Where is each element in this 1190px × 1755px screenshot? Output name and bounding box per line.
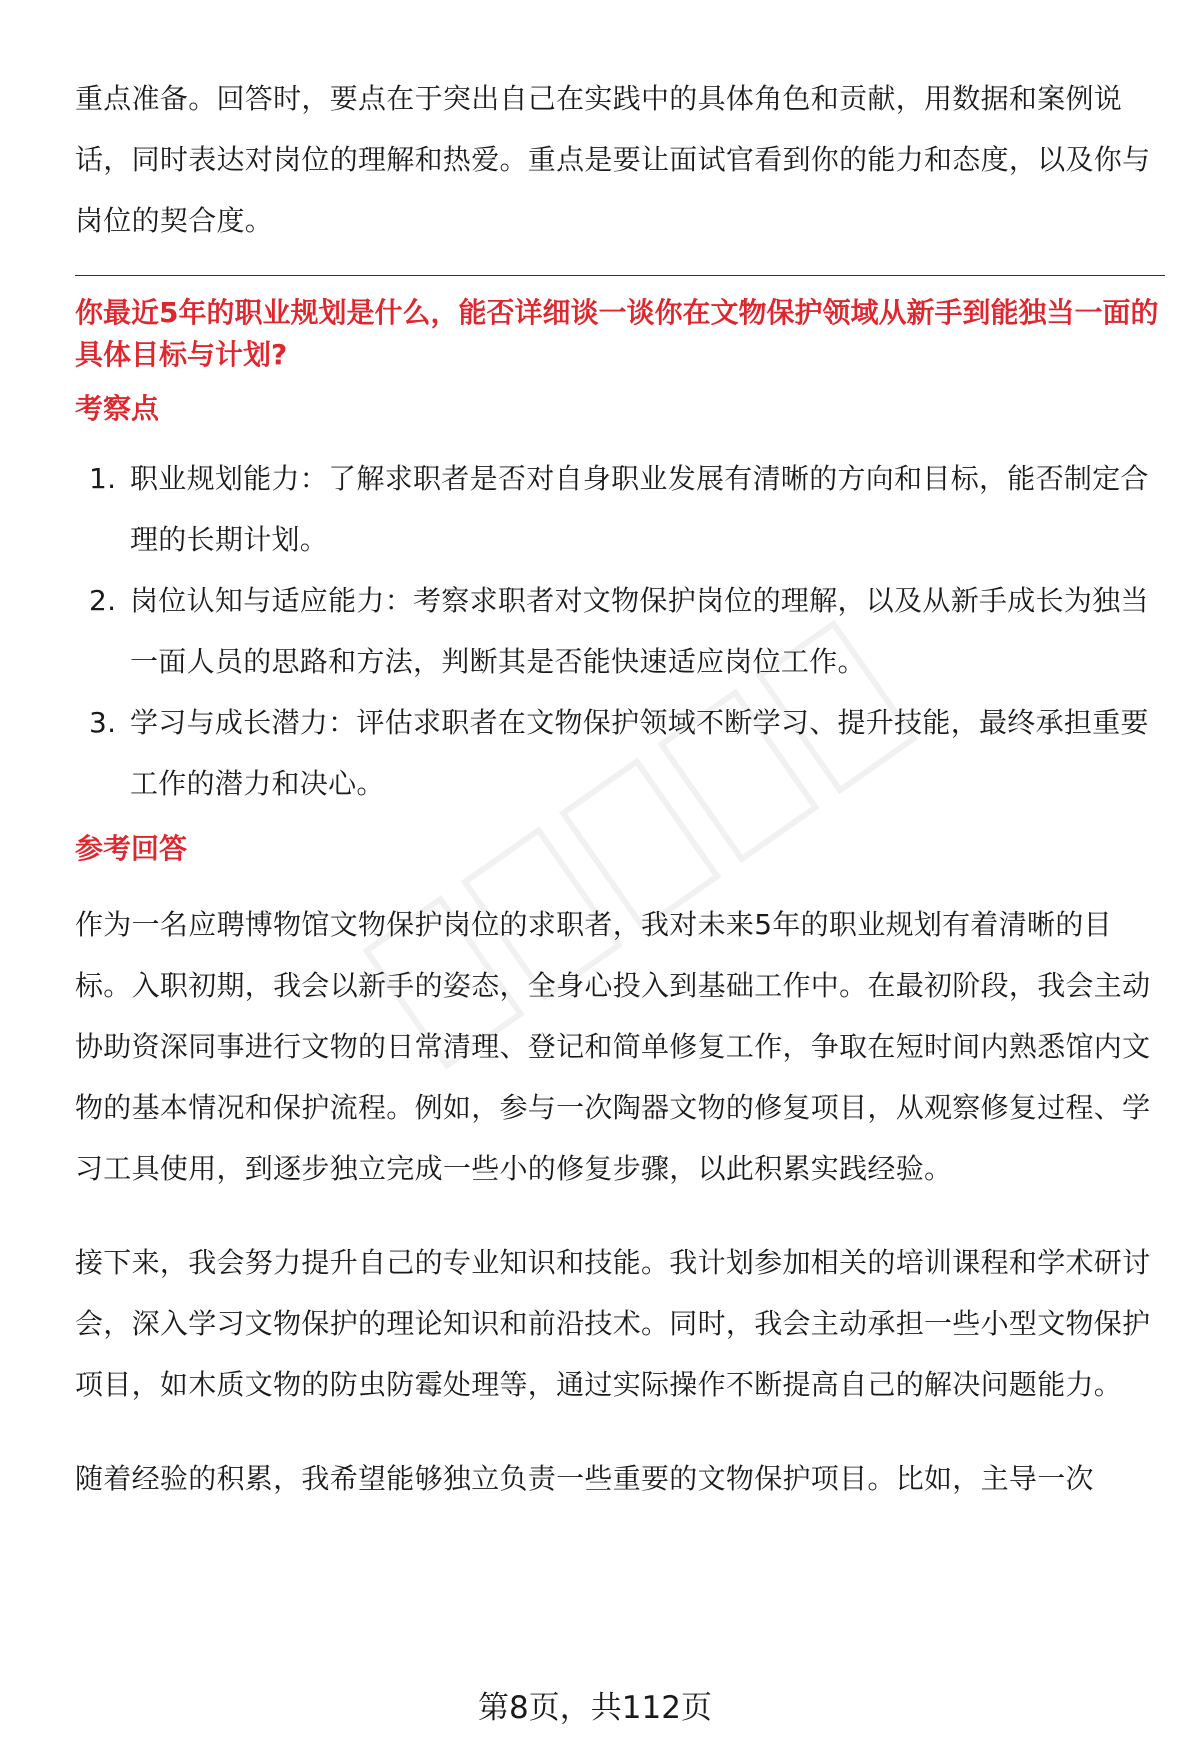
interview-question: 你最近5年的职业规划是什么，能否详细谈一谈你在文物保护领域从新手到能独当一面的具体目标与计划?: [75, 296, 1159, 371]
assessment-heading: 考察点: [75, 392, 160, 425]
list-item-text: 职业规划能力：了解求职者是否对自身职业发展有清晰的方向和目标，能否制定合理的长期计划。: [130, 462, 1149, 556]
list-item: [75, 448, 1165, 570]
list-number: 1.: [89, 462, 117, 495]
list-item-text: 岗位认知与适应能力：考察求职者对文物保护岗位的理解，以及从新手成长为独当一面人员的思路和方法，判断其是否能快速适应岗位工作。: [130, 584, 1149, 678]
answer-paragraph: 作为一名应聘博物馆文物保护岗位的求职者，我对未来5年的职业规划有着清晰的目标。入职初期，我会以新手的姿态，全身心投入到基础工作中。在最初阶段，我会主动协助资深同事进行文物的日常清理、登记和简单修复工作，争取在短时间内熟悉馆内文物的基本情况和保护流程。例如，参与一次陶器文物的修复项目，从观察修复过程、学习工具使用，到逐步独立完成一些小的修复步骤，以此积累实践经验。: [75, 908, 1151, 1185]
list-item: [75, 570, 1165, 692]
page-footer: 第8页，共112页: [478, 1690, 712, 1726]
list-item: [75, 692, 1165, 814]
list-number: 3.: [89, 706, 117, 739]
list-item-text: 学习与成长潜力：评估求职者在文物保护领域不断学习、提升技能，最终承担重要工作的潜力和决心。: [130, 706, 1149, 800]
answer-paragraph: 随着经验的积累，我希望能够独立负责一些重要的文物保护项目。比如，主导一次: [75, 1462, 1094, 1495]
answer-paragraph: 接下来，我会努力提升自己的专业知识和技能。我计划参加相关的培训课程和学术研讨会，深入学习文物保护的理论知识和前沿技术。同时，我会主动承担一些小型文物保护项目，如木质文物的防虫防霉处理等，通过实际操作不断提高自己的解决问题能力。: [75, 1246, 1151, 1401]
answer-heading: 参考回答: [75, 832, 188, 865]
intro-paragraph: 重点准备。回答时，要点在于突出自己在实践中的具体角色和贡献，用数据和案例说话，同时表达对岗位的理解和热爱。重点是要让面试官看到你的能力和态度，以及你与岗位的契合度。: [75, 82, 1151, 237]
list-number: 2.: [89, 584, 117, 617]
assessment-list: [75, 448, 1165, 814]
page-content: [75, 68, 1165, 1542]
section-divider: [75, 275, 1165, 276]
